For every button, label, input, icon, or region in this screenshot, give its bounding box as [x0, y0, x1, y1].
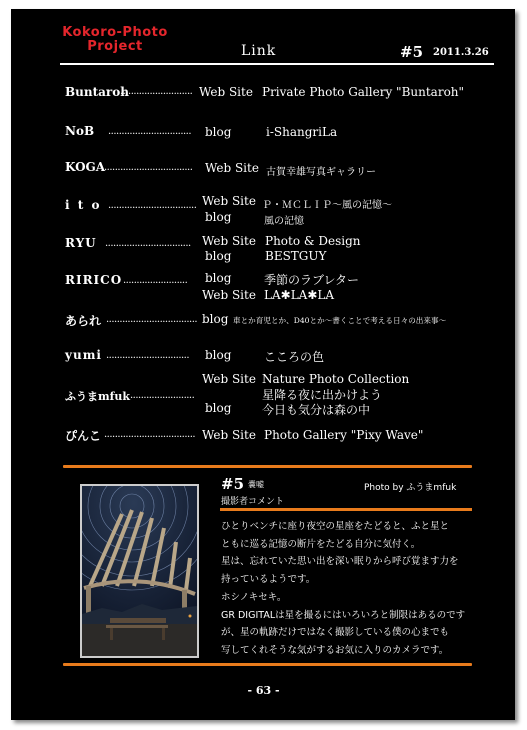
link-type[interactable]: Web Site: [202, 194, 256, 208]
leader-dots: ..................................: [106, 314, 198, 325]
leader-dots: ........................: [130, 390, 195, 401]
comment-line: GR DIGITALは星を撮るにはいろいろと制限はあるのです: [221, 609, 466, 621]
link-title[interactable]: Private Photo Gallery "Buntaroh": [262, 85, 465, 99]
featured-photo: [80, 484, 199, 658]
leader-dots: ................................: [105, 238, 191, 249]
leader-dots: ...........................: [120, 86, 193, 97]
page-title: Link: [241, 43, 277, 59]
link-type[interactable]: Web Site: [202, 234, 256, 248]
comment-line: 星は、忘れていた思い出を深い眠りから呼び覚ます力を: [221, 556, 459, 568]
section-divider-top: [63, 465, 472, 468]
link-type-secondary[interactable]: blog: [205, 210, 232, 224]
photo-credit: Photo by ふうまmfuk: [364, 483, 457, 493]
brand-line-2: Project: [87, 39, 143, 54]
link-author-name: あられ: [65, 314, 102, 328]
link-type-secondary[interactable]: blog: [205, 401, 232, 415]
link-title-line2[interactable]: 星降る夜に出かけよう: [262, 388, 383, 402]
leader-dots: .................................: [108, 200, 197, 211]
photo-tag: 嚢嘘: [248, 480, 264, 489]
brand-logo: [50, 26, 180, 54]
link-type[interactable]: blog: [205, 271, 232, 285]
photo-issue-number: #5: [221, 475, 245, 493]
star-trail-photo-illustration: [82, 486, 197, 656]
link-type[interactable]: Web Site: [202, 372, 256, 386]
link-title[interactable]: Ｐ・ＭＣＬＩＰ～風の記憶～: [262, 200, 392, 211]
comment-line: 持っているようです。: [221, 574, 316, 586]
leader-dots: ........................: [123, 275, 188, 286]
comment-label: 撮影者コメント: [221, 497, 285, 507]
link-author-name: NoB: [65, 124, 95, 138]
link-title[interactable]: Photo Gallery "Pixy Wave": [264, 428, 424, 442]
leader-dots: ...............................: [106, 350, 190, 361]
link-type[interactable]: Web Site: [199, 85, 253, 99]
link-author-name: KOGA: [65, 160, 106, 174]
page-number: - 63 -: [247, 684, 280, 697]
link-author-name: ふうまmfuk: [65, 390, 130, 403]
brand-line-1: Kokoro-Photo: [62, 25, 168, 40]
link-type-secondary[interactable]: blog: [205, 249, 232, 263]
comment-line: が、星の軌跡だけではなく撮影している僕の心までも: [221, 627, 450, 639]
link-author-name: Buntaroh: [65, 85, 129, 99]
link-author-name: yumi: [65, 348, 102, 362]
section-divider-bottom: [63, 663, 472, 666]
link-title-secondary[interactable]: LA✱LA✱LA: [264, 288, 335, 302]
link-type[interactable]: blog: [205, 348, 232, 362]
photographer-comment: [221, 518, 483, 660]
comment-line: ひとりベンチに座り夜空の星座をたどると、ふと星と: [221, 521, 450, 532]
link-author-name: i t o: [65, 198, 102, 212]
link-type[interactable]: blog: [205, 125, 232, 139]
comment-underline: [220, 508, 472, 511]
link-title-secondary[interactable]: BESTGUY: [265, 249, 327, 263]
leader-dots: ..................................: [104, 429, 196, 440]
link-title[interactable]: こころの色: [264, 350, 325, 364]
link-author-name: RIRICO: [65, 273, 123, 287]
link-type[interactable]: Web Site: [205, 161, 259, 175]
link-title[interactable]: 季節のラブレター: [264, 273, 360, 287]
link-title[interactable]: 古賀幸雄写真ギャラリー: [266, 167, 376, 178]
comment-line: 写してくれそうな気がするお気に入りのカメラです。: [221, 644, 449, 656]
link-title[interactable]: Nature Photo Collection: [262, 372, 410, 386]
issue-date: 2011.3.26: [433, 47, 489, 58]
leader-dots: ...............................: [108, 126, 192, 137]
link-author-name: RYU: [65, 236, 97, 250]
link-title[interactable]: i-ShangriLa: [266, 125, 338, 139]
header-divider: [60, 63, 494, 65]
link-title[interactable]: 車とか育児とか、D40とか～書くことで考える日々の出来事～: [233, 316, 447, 325]
link-title-secondary[interactable]: 風の記憶: [264, 216, 304, 227]
link-title[interactable]: Photo & Design: [265, 234, 361, 248]
leader-dots: .................................: [104, 162, 193, 173]
comment-line: ともに巡る記憶の断片をたどる自分に気付く。: [221, 538, 421, 550]
link-type[interactable]: Web Site: [202, 428, 256, 442]
comment-line: ホシノキセキ。: [221, 591, 287, 603]
link-type-secondary[interactable]: Web Site: [202, 288, 256, 302]
link-type[interactable]: blog: [202, 312, 229, 326]
issue-number: #5: [400, 43, 424, 61]
link-author-name: ぴんこ: [65, 429, 102, 443]
link-title-secondary[interactable]: 今日も気分は森の中: [262, 403, 371, 417]
